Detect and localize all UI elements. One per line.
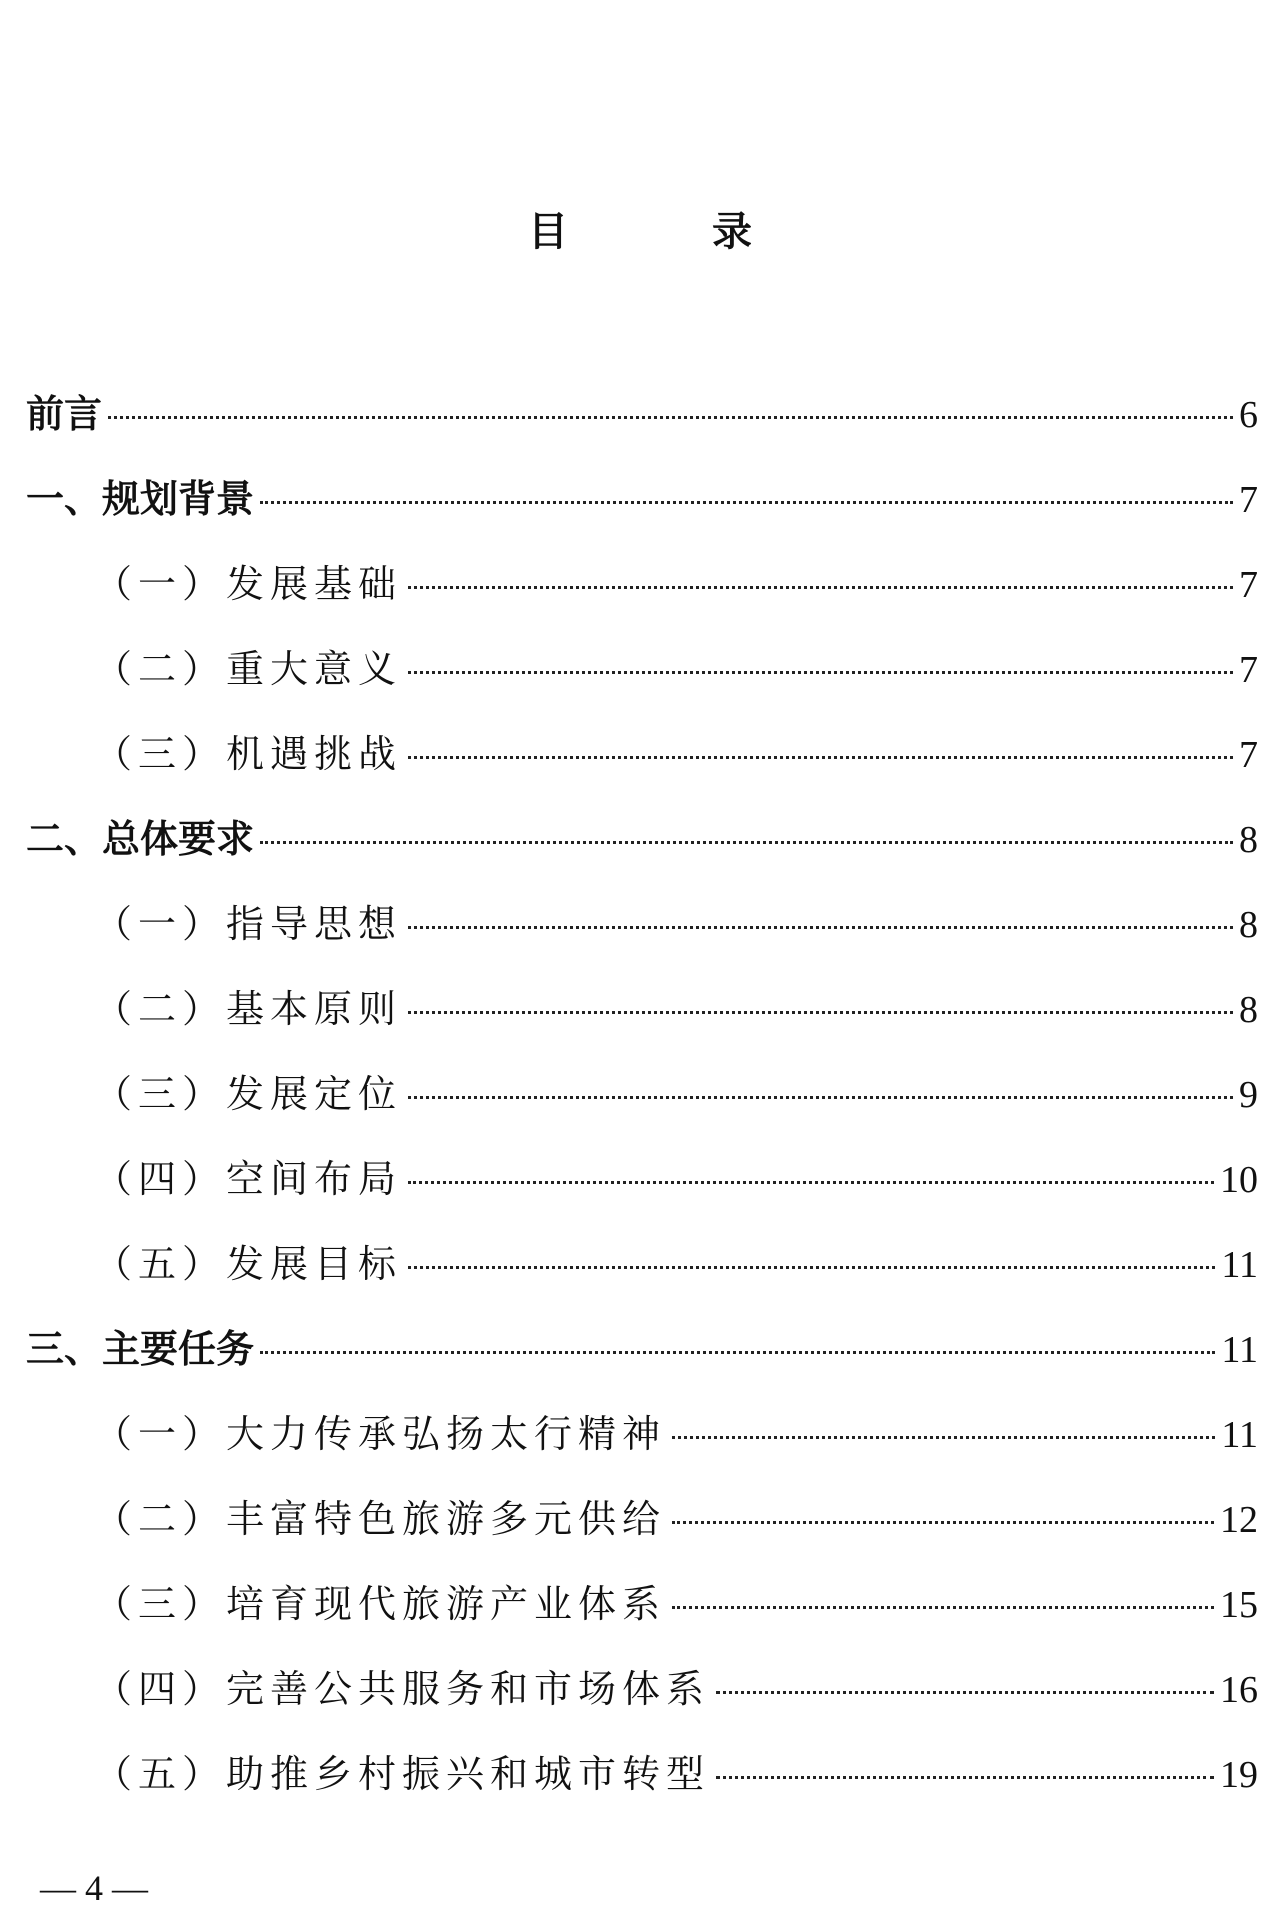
toc-dot-leader — [716, 1691, 1214, 1694]
toc-entry-page: 12 — [1220, 1499, 1258, 1541]
toc-entry-label: 三、主要任务 — [26, 1327, 255, 1371]
toc-entry-chapter-1[interactable] — [26, 457, 1258, 542]
toc-dot-leader — [408, 1096, 1233, 1099]
toc-entry-page: 7 — [1239, 564, 1258, 606]
toc-entry-section-1-2[interactable] — [26, 627, 1258, 712]
toc-dot-leader — [408, 1181, 1214, 1184]
toc-entry-section-2-5[interactable] — [26, 1222, 1258, 1307]
toc-entry-page: 7 — [1239, 734, 1258, 776]
toc-entry-section-3-4[interactable] — [26, 1647, 1258, 1732]
toc-dot-leader — [408, 926, 1233, 929]
toc-entry-label: 前言 — [26, 392, 103, 436]
toc-dot-leader — [408, 1266, 1215, 1269]
toc-entry-page: 11 — [1221, 1329, 1258, 1371]
toc-entry-page: 7 — [1239, 479, 1258, 521]
toc-entry-section-2-4[interactable] — [26, 1137, 1258, 1222]
toc-entry-section-2-3[interactable] — [26, 1052, 1258, 1137]
toc-dot-leader — [260, 501, 1233, 504]
toc-entry-page: 8 — [1239, 819, 1258, 861]
toc-entry-page: 8 — [1239, 904, 1258, 946]
toc-entry-label: （四）完善公共服务和市场体系 — [94, 1667, 711, 1711]
toc-entry-section-3-1[interactable] — [26, 1392, 1258, 1477]
page-title: 目 录 — [528, 209, 804, 255]
toc-entry-page: 11 — [1221, 1414, 1258, 1456]
toc-entry-label: 二、总体要求 — [26, 817, 255, 861]
page-number: — 4 — — [40, 1868, 148, 1908]
toc-dot-leader — [408, 671, 1233, 674]
toc-entry-label: （二）基本原则 — [94, 987, 403, 1031]
toc-entry-section-2-1[interactable] — [26, 882, 1258, 967]
toc-dot-leader — [716, 1776, 1214, 1779]
toc-entry-section-3-3[interactable] — [26, 1562, 1258, 1647]
toc-dot-leader — [408, 586, 1233, 589]
toc-entry-chapter-2[interactable] — [26, 797, 1258, 882]
toc-dot-leader — [672, 1436, 1215, 1439]
toc-entry-label: （三）发展定位 — [94, 1072, 403, 1116]
toc-entry-label: （三）培育现代旅游产业体系 — [94, 1582, 667, 1626]
toc-entry-label: （二）丰富特色旅游多元供给 — [94, 1497, 667, 1541]
toc-entry-section-3-2[interactable] — [26, 1477, 1258, 1562]
toc-dot-leader — [260, 841, 1233, 844]
toc-entry-section-1-1[interactable] — [26, 542, 1258, 627]
toc-entry-label: （三）机遇挑战 — [94, 732, 403, 776]
toc-entry-label: （一）大力传承弘扬太行精神 — [94, 1412, 667, 1456]
toc-entry-section-2-2[interactable] — [26, 967, 1258, 1052]
toc-entry-page: 6 — [1239, 394, 1258, 436]
toc-dot-leader — [408, 1011, 1233, 1014]
toc-dot-leader — [672, 1606, 1214, 1609]
toc-entry-page: 8 — [1239, 989, 1258, 1031]
toc-dot-leader — [260, 1351, 1215, 1354]
toc-entry-label: 一、规划背景 — [26, 477, 255, 521]
toc-entry-page: 15 — [1220, 1584, 1258, 1626]
toc-entry-page: 7 — [1239, 649, 1258, 691]
toc-entry-section-3-5[interactable] — [26, 1732, 1258, 1817]
toc-entry-page: 10 — [1220, 1159, 1258, 1201]
table-of-contents — [26, 372, 1258, 1817]
toc-entry-label: （一）发展基础 — [94, 562, 403, 606]
toc-entry-label: （四）空间布局 — [94, 1157, 403, 1201]
toc-entry-label: （五）发展目标 — [94, 1242, 403, 1286]
toc-entry-page: 9 — [1239, 1074, 1258, 1116]
toc-dot-leader — [672, 1521, 1214, 1524]
toc-dot-leader — [108, 416, 1233, 419]
toc-entry-section-1-3[interactable] — [26, 712, 1258, 797]
toc-entry-page: 11 — [1221, 1244, 1258, 1286]
toc-entry-chapter-3[interactable] — [26, 1307, 1258, 1392]
toc-entry-page: 16 — [1220, 1669, 1258, 1711]
toc-entry-preface[interactable] — [26, 372, 1258, 457]
toc-dot-leader — [408, 756, 1233, 759]
toc-entry-page: 19 — [1220, 1754, 1258, 1796]
toc-entry-label: （一）指导思想 — [94, 902, 403, 946]
toc-entry-label: （五）助推乡村振兴和城市转型 — [94, 1752, 711, 1796]
toc-entry-label: （二）重大意义 — [94, 647, 403, 691]
